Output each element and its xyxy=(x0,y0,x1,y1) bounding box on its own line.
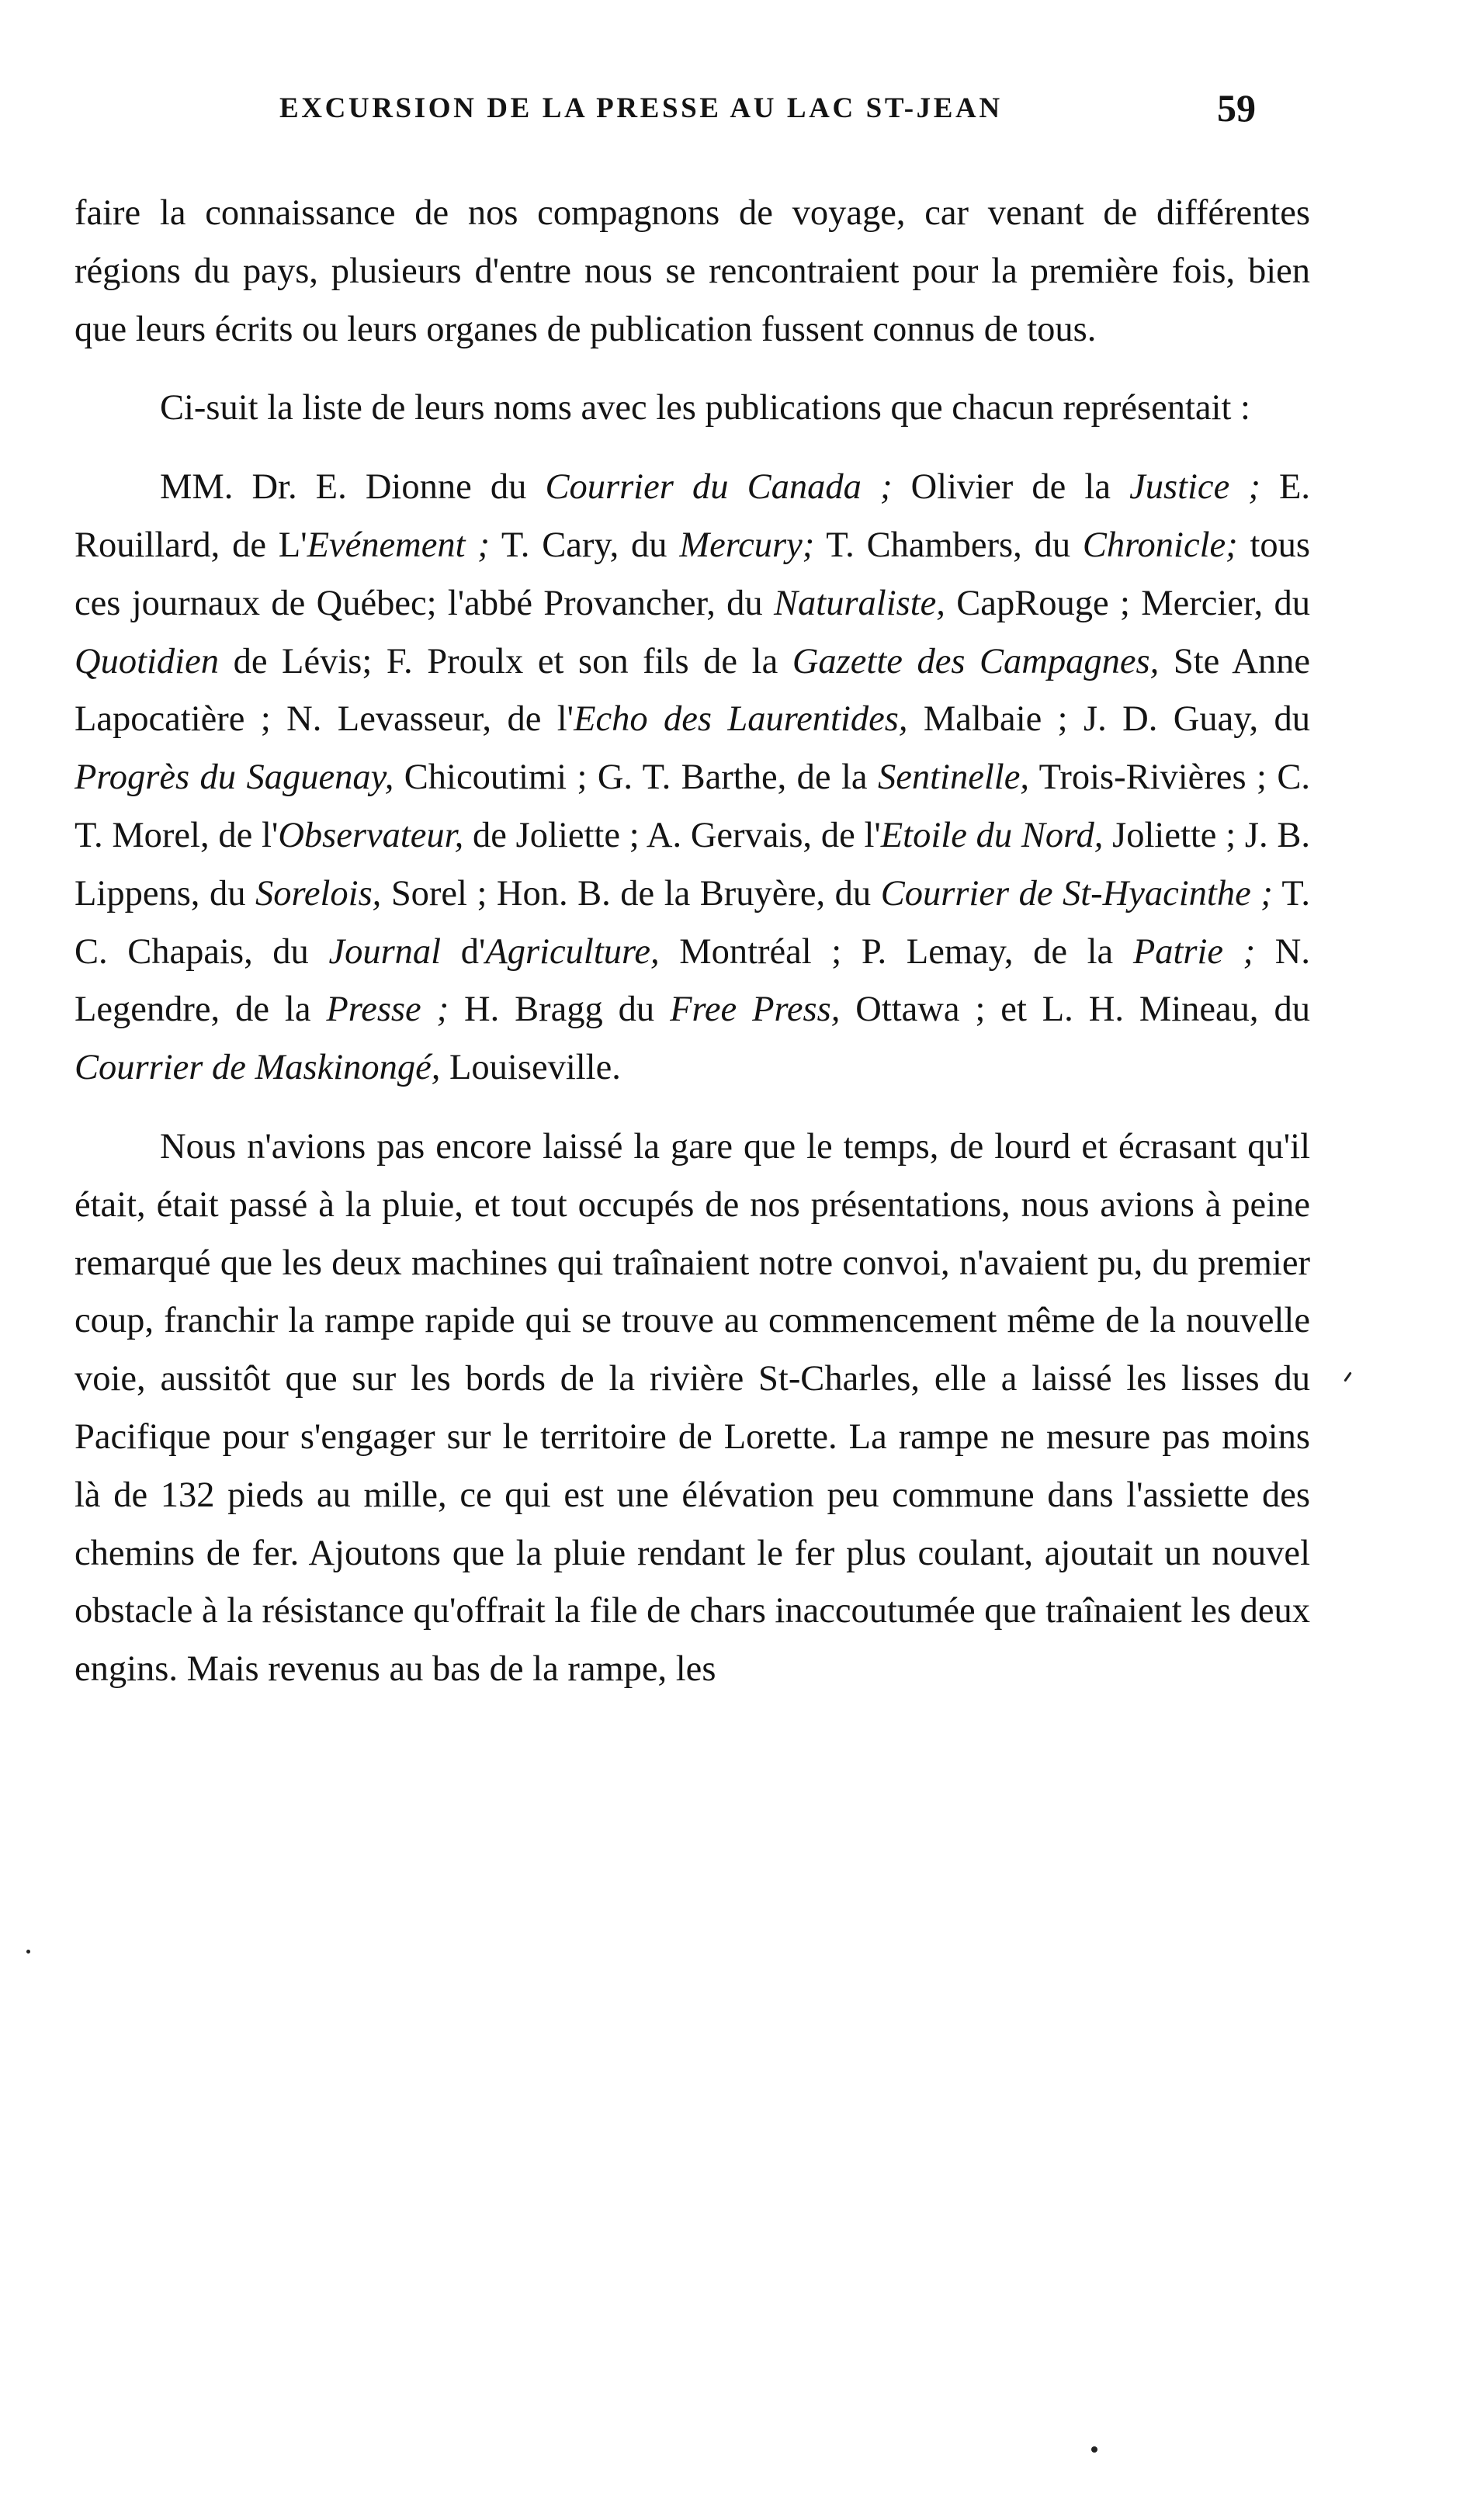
text-run: Joliette ; J. B. Lippens, du xyxy=(75,815,1311,914)
text-run: Ci-suit la liste de leurs noms avec les publications que chacun représentait : xyxy=(160,388,1250,428)
italic-title-run: Agriculture, xyxy=(485,931,660,972)
text-run: d' xyxy=(441,931,486,972)
text-run: MM. Dr. E. Dionne du xyxy=(160,467,546,508)
italic-title-run: Evénement ; xyxy=(307,525,490,565)
italic-title-run: Courrier de Maskinongé, xyxy=(75,1048,441,1088)
italic-title-run: Quotidien xyxy=(75,641,219,681)
text-run: Sorel ; Hon. B. de la Bruyère, du xyxy=(381,873,881,914)
text-run: Chicoutimi ; G. T. Barthe, de la xyxy=(394,758,878,798)
text-run: tous ces journaux de Québec; l'abbé Provancher, du xyxy=(75,525,1311,623)
italic-title-run: Echo des Laurentides, xyxy=(574,699,908,740)
text-run: T. Chambers, du xyxy=(814,525,1083,565)
italic-title-run: Justice ; xyxy=(1129,467,1260,508)
ink-speck xyxy=(1091,2446,1097,2453)
text-run: H. Bragg du xyxy=(449,990,671,1030)
text-run: Olivier de la xyxy=(892,467,1130,508)
text-run: Montréal ; P. Lemay, de la xyxy=(659,931,1133,972)
text-run: Nous n'avions pas encore laissé la gare que le temps, de lourd et écrasant qu'il était, était passé à la pluie, et tout occupés de nos présentations, nous avions à peine remarqué que les deux machines qui traînaient notre convoi, n'avaient pu, du premier coup, franchir la rampe rapide qui se trouve au commencement même de la nouvelle voie, aussitôt que sur les bords de la rivière St-Charles, elle a laissé les lisses du Pacifique pour s'engager sur le territoire de Lorette. La rampe ne mesure pas moins là de 132 pieds au mille, ce qui est une élévation peu commune dans l'assiette des chemins de fer. Ajoutons que la pluie rendant le fer plus coulant, ajoutait un nouvel obstacle à la résistance qu'offrait la file de chars inaccoutumée que traînaient les deux engins. Mais revenus au bas de la rampe, les xyxy=(75,1126,1310,1690)
paragraph xyxy=(75,380,1310,438)
text-run: Louiseville. xyxy=(440,1048,621,1088)
paragraph xyxy=(75,459,1310,1097)
italic-title-run: Observateur, xyxy=(278,815,464,855)
text-run: T. Cary, du xyxy=(489,525,680,565)
ink-speck xyxy=(1344,1371,1351,1382)
paragraph xyxy=(75,1118,1310,1699)
italic-title-run: Presse ; xyxy=(326,990,449,1030)
text-run: faire la connaissance de nos compagnons de voyage, car venant de différentes régions du pays, plusieurs d'entre nous se rencontraient pour la première fois, bien que leurs écrits ou leurs organes de publication fussent connus de tous. xyxy=(75,193,1310,349)
body-text xyxy=(75,185,1310,1720)
italic-title-run: Free Press, xyxy=(670,990,841,1030)
text-run: E. Rouillard, de L' xyxy=(75,467,1310,565)
italic-title-run: Patrie ; xyxy=(1132,931,1256,972)
italic-title-run: Sentinelle, xyxy=(878,758,1029,798)
page-number: 59 xyxy=(1217,86,1256,130)
italic-title-run: Sorelois, xyxy=(255,873,382,914)
italic-title-run: Naturaliste, xyxy=(774,583,945,623)
text-run: Malbaie ; J. D. Guay, du xyxy=(907,699,1310,740)
italic-title-run: Courrier de St-Hyacinthe ; xyxy=(880,873,1273,914)
italic-title-run: Mercury; xyxy=(679,525,815,565)
text-run: N. Legendre, de la xyxy=(75,931,1310,1030)
text-run: de Lévis; F. Proulx et son fils de la xyxy=(218,641,792,681)
text-run: de Joliette ; A. Gervais, de l' xyxy=(463,815,881,855)
running-title: EXCURSION DE LA PRESSE AU LAC ST-JEAN xyxy=(279,92,1003,124)
text-run: CapRouge ; Mercier, du xyxy=(945,583,1310,623)
paragraph xyxy=(75,185,1310,359)
italic-title-run: Gazette des Campagnes, xyxy=(792,641,1160,681)
text-run: T. C. Chapais, du xyxy=(75,873,1310,972)
italic-title-run: Chronicle; xyxy=(1082,525,1238,565)
ink-speck xyxy=(26,1950,30,1954)
italic-title-run: Progrès du Saguenay, xyxy=(75,758,394,798)
text-run: Ste Anne Lapocatière ; N. Levasseur, de l' xyxy=(75,641,1311,740)
text-run: Trois-Rivières ; C. T. Morel, de l' xyxy=(75,758,1310,855)
italic-title-run: Etoile du Nord, xyxy=(880,815,1104,855)
text-run: Ottawa ; et L. H. Mineau, du xyxy=(840,990,1310,1030)
italic-title-run: Journal xyxy=(328,931,442,972)
italic-title-run: Courrier du Canada ; xyxy=(545,467,893,508)
